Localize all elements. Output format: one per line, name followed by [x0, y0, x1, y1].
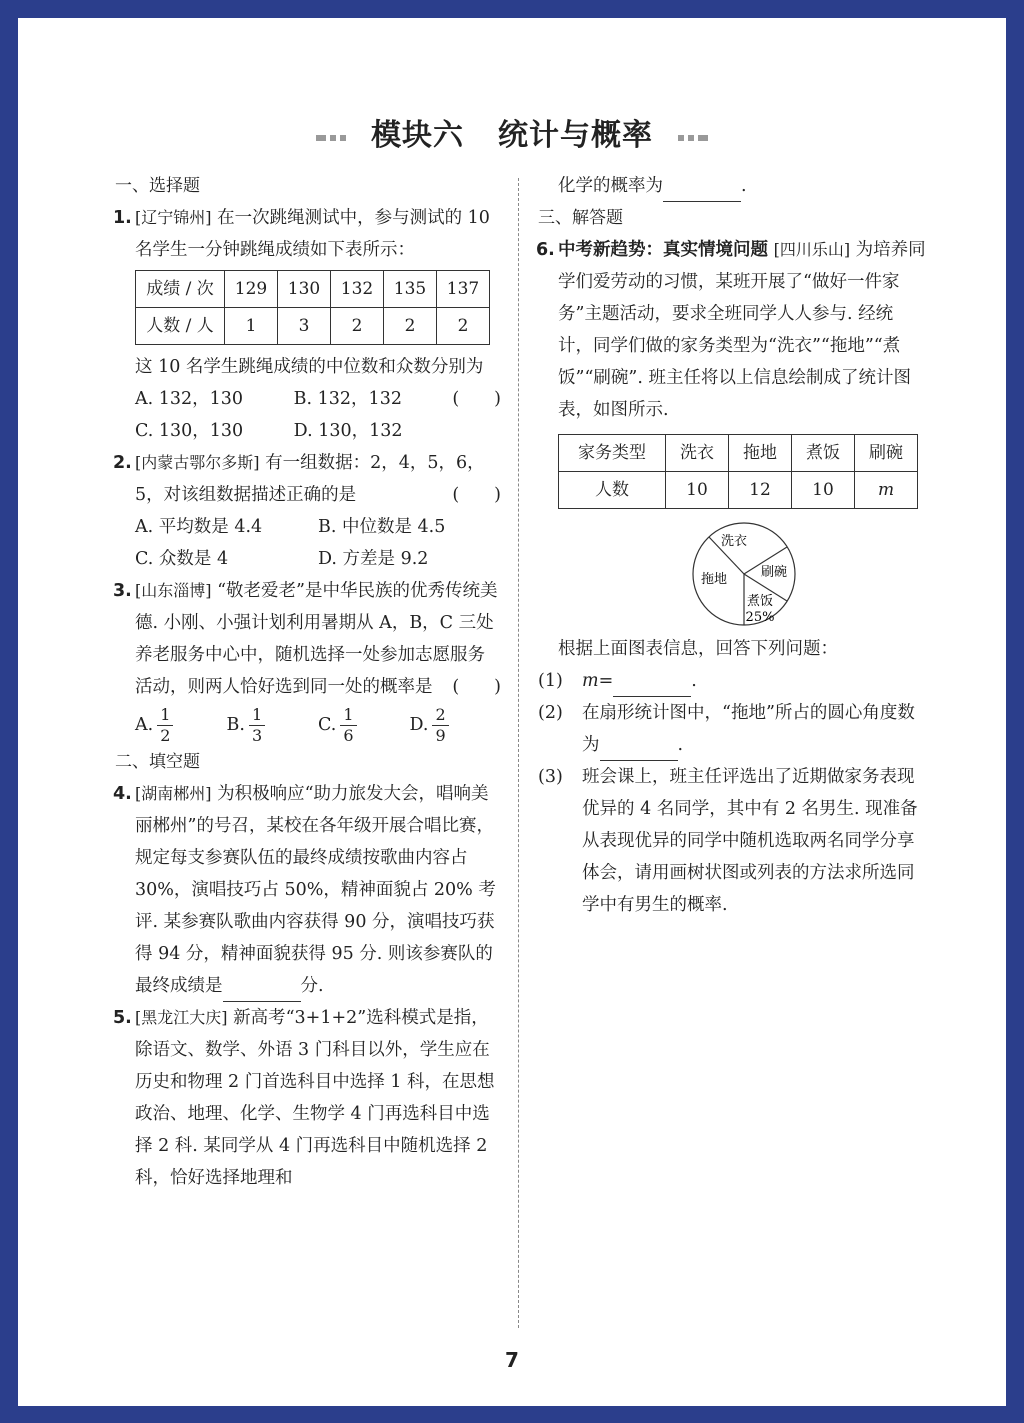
table-cell: 129	[225, 271, 278, 308]
question-5-continued	[538, 170, 928, 202]
page-number: 7	[505, 1348, 519, 1372]
option-b: B. 132，132	[293, 389, 402, 409]
score-table	[135, 270, 490, 345]
pie-label-percent: 25%	[745, 610, 775, 625]
question-text: 化学的概率为	[558, 176, 663, 196]
table-cell: 2	[437, 308, 490, 345]
source-tag: [湖南郴州]	[135, 784, 212, 803]
question-text-end: 分.	[300, 976, 324, 996]
table-header: 成绩 / 次	[136, 271, 225, 308]
question-number: 3.	[113, 581, 132, 601]
option-d: D. 130，132	[293, 421, 403, 441]
pie-label-dishes: 刷碗	[760, 565, 788, 580]
answer-blank[interactable]	[600, 740, 678, 761]
answer-paren: ( )	[452, 485, 501, 505]
question-text-end: .	[741, 176, 747, 196]
column-divider	[518, 178, 519, 1328]
chores-table	[558, 434, 918, 509]
question-3	[115, 575, 501, 746]
table-cell: 2	[384, 308, 437, 345]
question-5	[115, 1002, 501, 1194]
table-cell: 135	[384, 271, 437, 308]
question-text: 在一次跳绳测试中，参与测试的 10 名学生一分钟跳绳成绩如下表所示：	[135, 208, 490, 260]
source-tag: [内蒙古鄂尔多斯]	[135, 453, 260, 472]
right-column	[538, 170, 928, 921]
fraction: $\frac{1}{2}$	[157, 705, 173, 746]
table-cell: 137	[437, 271, 490, 308]
table-cell: 刷碗	[855, 435, 918, 472]
fraction: $\frac{1}{3}$	[249, 705, 265, 746]
subquestion-3	[538, 761, 928, 921]
option-c: C. $\frac{1}{6}$	[318, 705, 410, 746]
answer-paren: ( )	[452, 389, 501, 409]
source-tag: [四川乐山]	[773, 240, 851, 259]
subquestion-1	[538, 665, 928, 697]
question-4	[115, 778, 501, 1002]
question-number: 4.	[113, 784, 132, 804]
question-text: “敬老爱老”是中华民族的优秀传统美德. 小刚、小强计划利用暑期从 A，B，C 三处养老服务中心中，随机选择一处参加志愿服务活动，则两人恰好选到同一处的概率是	[135, 581, 498, 697]
question-1	[115, 202, 501, 447]
table-cell: 洗衣	[666, 435, 729, 472]
subquestion-2	[538, 697, 928, 761]
option-d: D. $\frac{2}{9}$	[410, 705, 502, 746]
table-cell: 1	[225, 308, 278, 345]
title-topic: 统计与概率	[498, 118, 653, 153]
source-tag: [辽宁锦州]	[135, 208, 212, 227]
source-tag: [黑龙江大庆]	[135, 1008, 228, 1027]
title-decoration-left	[314, 119, 348, 154]
table-header: 人数	[559, 472, 666, 509]
options	[135, 511, 501, 575]
subquestion-number: (2)	[538, 703, 563, 723]
pie-label-mop: 拖地	[700, 572, 728, 587]
subquestion-number: (1)	[538, 671, 563, 691]
answer-paren: ( )	[452, 677, 501, 697]
source-tag: [山东淄博]	[135, 581, 212, 600]
table-cell: 130	[278, 271, 331, 308]
options	[135, 705, 501, 746]
question-number: 1.	[113, 208, 132, 228]
section-answer-heading: 三、解答题	[538, 208, 623, 228]
subquestion-text: 在扇形统计图中，“拖地”所占的圆心角度数为	[582, 703, 915, 755]
section-fill-heading: 二、填空题	[115, 752, 200, 772]
table-cell: 拖地	[729, 435, 792, 472]
option-a: A. 平均数是 4.4	[135, 517, 263, 537]
table-cell: m	[855, 472, 918, 509]
table-cell: 12	[729, 472, 792, 509]
table-cell: 10	[666, 472, 729, 509]
question-text: 为培养同学们爱劳动的习惯，某班开展了“做好一件家务”主题活动，要求全班同学人人参与. 经统计，同学们做的家务类型为“洗衣”“拖地”“煮饭”“刷碗”. 班主任将以上信息绘制成了统计图表，如图所示.	[558, 240, 926, 420]
title-module: 模块六	[371, 118, 464, 153]
fraction: $\frac{2}{9}$	[432, 705, 448, 746]
subquestion-text-end: .	[677, 735, 684, 755]
page	[18, 18, 1006, 1406]
option-b: B. 中位数是 4.5	[318, 517, 446, 537]
subquestion-text-end: .	[691, 671, 697, 691]
question-text: 为积极响应“助力旅发大会，唱响美丽郴州”的号召，某校在各年级开展合唱比赛，规定每支参赛队伍的最终成绩按歌曲内容占 30%，演唱技巧占 50%，精神面貌占 20% 考评. 某参赛队歌曲内容获得 90 分，演唱技巧获得 94 分，精神面貌获得 95 分. 则该参赛队的最终成绩是	[135, 784, 496, 996]
options	[135, 383, 452, 447]
section-choice-heading: 一、选择题	[115, 176, 200, 196]
subquestion-text: m=	[582, 671, 614, 691]
subquestion-intro: 根据上面图表信息，回答下列问题：	[558, 639, 838, 659]
question-number: 6.	[536, 240, 555, 260]
table-cell: 2	[331, 308, 384, 345]
pie-chart	[684, 521, 804, 627]
question-6	[538, 234, 928, 627]
option-b: B. $\frac{1}{3}$	[227, 705, 319, 746]
subquestion-number: (3)	[538, 767, 563, 787]
table-header: 人数 / 人	[136, 308, 225, 345]
question-text: 新高考“3+1+2”选科模式是指，除语文、数学、外语 3 门科目以外，学生应在历史和物理 2 门首选科目中选择 1 科，在思想政治、地理、化学、生物学 4 门再选科目中选择 2 科. 某同学从 4 门再选科目中随机选择 2 科，恰好选择地理和	[135, 1008, 495, 1188]
answer-blank[interactable]	[223, 981, 301, 1002]
option-c: C. 众数是 4	[135, 549, 229, 569]
subquestion-text: 班会课上，班主任评选出了近期做家务表现优异的 4 名同学，其中有 2 名男生. 现准备从表现优异的同学中随机选取两名同学分享体会，请用画树状图或列表的方法求所选同学中有男生的概率.	[582, 767, 918, 915]
fraction: $\frac{1}{6}$	[340, 705, 356, 746]
pie-label-cook: 煮饭	[746, 594, 774, 609]
question-2	[115, 447, 501, 575]
table-cell: 3	[278, 308, 331, 345]
question-number: 5.	[113, 1008, 132, 1028]
page-title	[18, 110, 1006, 154]
table-cell: 煮饭	[792, 435, 855, 472]
question-text: 有一组数据：2，4，5，6，5，对该组数据描述正确的是	[135, 453, 485, 505]
pie-label-wash: 洗衣	[720, 534, 748, 549]
option-d: D. 方差是 9.2	[318, 549, 429, 569]
title-decoration-right	[676, 119, 710, 154]
table-cell: 132	[331, 271, 384, 308]
option-c: C. 130，130	[135, 421, 244, 441]
table-cell: 10	[792, 472, 855, 509]
answer-blank[interactable]	[663, 181, 741, 202]
option-a: A. 132，130	[135, 389, 244, 409]
option-a: A. $\frac{1}{2}$	[135, 705, 227, 746]
question-label: 中考新趋势：真实情境问题	[558, 240, 768, 260]
answer-blank[interactable]	[613, 676, 691, 697]
question-number: 2.	[113, 453, 132, 473]
question-text: 这 10 名学生跳绳成绩的中位数和众数分别为	[135, 357, 484, 377]
table-header: 家务类型	[559, 435, 666, 472]
left-column	[115, 170, 501, 1194]
